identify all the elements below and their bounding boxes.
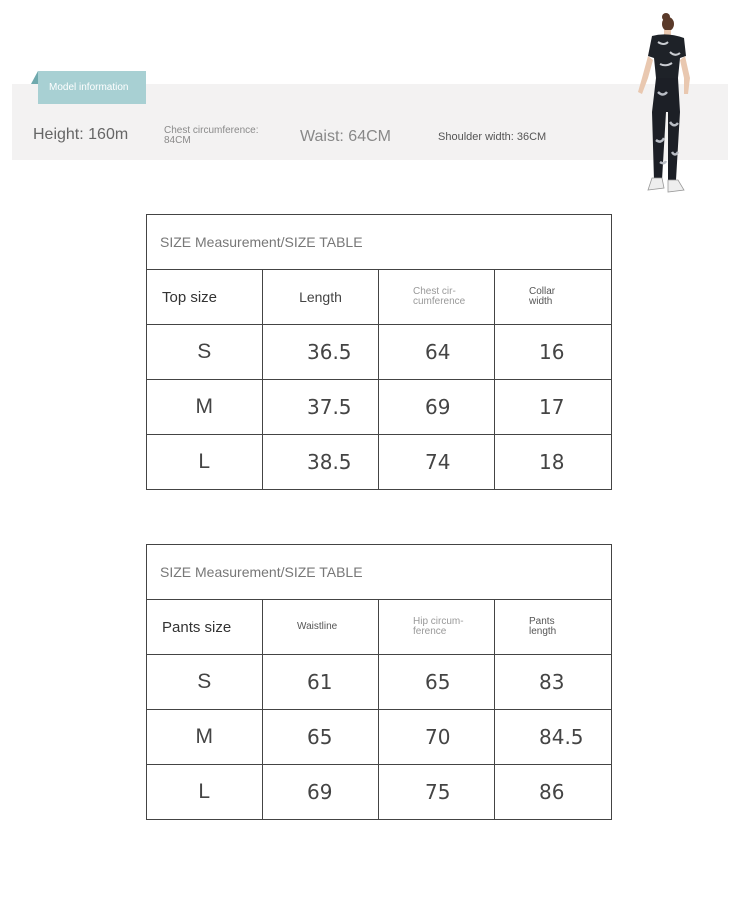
top-table-title: SIZE Measurement/SIZE TABLE	[147, 215, 612, 270]
header-pants-length	[495, 600, 612, 655]
header-hip-line1: Hip circum-	[413, 616, 464, 627]
collar-cell: 18	[495, 435, 612, 490]
collar-cell: 17	[495, 380, 612, 435]
header-pants-length-line2: length	[529, 626, 557, 637]
header-hip-line2: ference	[413, 626, 447, 637]
table-title-row	[147, 545, 612, 600]
table-header-row	[147, 270, 612, 325]
header-length: Length	[263, 270, 379, 325]
size-cell: L	[147, 435, 263, 490]
header-collar	[495, 270, 612, 325]
table-row	[147, 380, 612, 435]
header-collar-line1: Collar	[529, 286, 556, 297]
table-row	[147, 765, 612, 820]
hip-cell: 75	[379, 765, 495, 820]
header-collar-line2: width	[529, 296, 553, 307]
model-chest-line1: Chest circumference:	[164, 125, 259, 136]
length-cell: 37.5	[263, 380, 379, 435]
pants-table-title: SIZE Measurement/SIZE TABLE	[147, 545, 612, 600]
model-waist: Waist: 64CM	[300, 128, 391, 145]
table-row	[147, 655, 612, 710]
model-shoulder: Shoulder width: 36CM	[438, 131, 547, 143]
header-chest	[379, 270, 495, 325]
waist-cell: 69	[263, 765, 379, 820]
table-row	[147, 710, 612, 765]
table-header-row	[147, 600, 612, 655]
pants-length-cell: 84.5	[495, 710, 612, 765]
size-cell: S	[147, 655, 263, 710]
table-row	[147, 435, 612, 490]
model-info-tab: Model information	[38, 71, 146, 104]
chest-cell: 74	[379, 435, 495, 490]
model-chest	[164, 126, 284, 146]
model-chest-line2: 84CM	[164, 135, 191, 146]
hip-cell: 65	[379, 655, 495, 710]
header-top-size: Top size	[147, 270, 263, 325]
header-pants-length-line1: Pants	[529, 616, 555, 627]
size-cell: M	[147, 710, 263, 765]
waist-cell: 61	[263, 655, 379, 710]
pants-size-table	[146, 544, 612, 820]
table-row	[147, 325, 612, 380]
length-cell: 38.5	[263, 435, 379, 490]
table-title-row	[147, 215, 612, 270]
header-chest-line1: Chest cir-	[413, 286, 456, 297]
waist-cell: 65	[263, 710, 379, 765]
header-hip	[379, 600, 495, 655]
hip-cell: 70	[379, 710, 495, 765]
header-chest-line2: cumference	[413, 296, 466, 307]
pants-length-cell: 86	[495, 765, 612, 820]
size-cell: L	[147, 765, 263, 820]
model-tab-fold	[31, 71, 38, 84]
length-cell: 36.5	[263, 325, 379, 380]
model-photo	[622, 12, 698, 196]
size-cell: M	[147, 380, 263, 435]
model-height: Height: 160m	[33, 126, 129, 143]
header-waistline: Waistline	[263, 600, 379, 655]
pants-length-cell: 83	[495, 655, 612, 710]
chest-cell: 69	[379, 380, 495, 435]
collar-cell: 16	[495, 325, 612, 380]
top-size-table	[146, 214, 612, 490]
size-cell: S	[147, 325, 263, 380]
header-pants-size: Pants size	[147, 600, 263, 655]
chest-cell: 64	[379, 325, 495, 380]
